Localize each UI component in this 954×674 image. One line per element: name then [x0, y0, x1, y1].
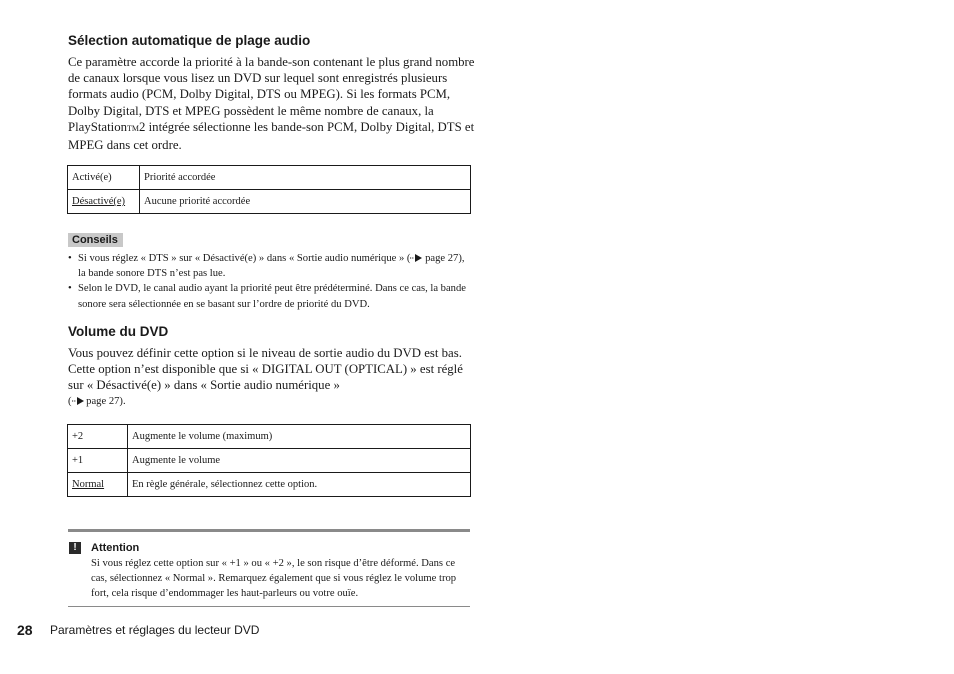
list-item: • Si vous réglez « DTS » sur « Désactivé(e) » dans « Sortie audio numérique » ( page 27), la bande sonore DTS n’est pas lue.	[68, 253, 465, 280]
description-cell: Augmente le volume	[128, 449, 471, 473]
table-row	[68, 425, 471, 449]
table-row	[68, 190, 471, 214]
caution-title: Attention	[91, 542, 140, 554]
section-paragraph-dvd-volume: Vous pouvez définir cette option si le niveau de sortie audio du DVD est bas. Cette option n’est disponible que si « DIGITAL OUT (OPTICAL) » est réglé sur « Désactivé(e) » dans « Sortie audio numérique »	[68, 346, 463, 393]
trademark-mark: TM	[127, 123, 140, 133]
bullet-icon: •	[68, 253, 72, 264]
caution-text: Si vous réglez cette option sur « +1 » ou « +2 », le son risque d’être déformé. Dans ce cas, sélectionnez « Normal ». Remarquez également que si vous réglez le volume trop fort, cela risque d’endommager les haut-parleurs ou votre ouïe.	[91, 558, 457, 599]
table-row	[68, 449, 471, 473]
caution-bottom-rule	[68, 606, 470, 607]
audio-track-options-table	[67, 165, 471, 214]
bullet-icon: •	[68, 283, 72, 295]
option-cell-default: Désactivé(e)	[68, 190, 140, 214]
option-cell-default: Normal	[68, 473, 128, 497]
caution-top-rule	[68, 529, 470, 532]
list-item: • Selon le DVD, le canal audio ayant la priorité peut être prédéterminé. Dans ce cas, la bande sonore sera sélectionnée en se basant sur l’ordre de priorité du DVD.	[68, 283, 466, 310]
description-cell: Augmente le volume (maximum)	[128, 425, 471, 449]
option-cell: +1	[68, 449, 128, 473]
footer-section-title: Paramètres et réglages du lecteur DVD	[50, 623, 260, 637]
page-reference: ( page 27).	[68, 396, 126, 407]
option-cell: Activé(e)	[68, 166, 140, 190]
section-paragraph-audio-track	[68, 54, 478, 153]
arrow-ref-icon	[410, 254, 422, 262]
description-cell: Priorité accordée	[140, 166, 471, 190]
table-row	[68, 473, 471, 497]
description-cell: En règle générale, sélectionnez cette option.	[128, 473, 471, 497]
paragraph-text-part2: 2 intégrée sélectionne les bande-son PCM, Dolby Digital, DTS et MPEG dans cet ordre.	[68, 119, 475, 153]
arrow-ref-icon	[72, 397, 84, 405]
section-title-audio-track: Sélection automatique de plage audio	[68, 33, 311, 48]
section-title-dvd-volume: Volume du DVD	[68, 324, 169, 339]
description-cell: Aucune priorité accordée	[140, 190, 471, 214]
table-row	[68, 166, 471, 190]
tips-list	[68, 251, 470, 312]
paragraph-text-part1: Ce paramètre accorde la priorité à la bande-son contenant le plus grand nombre de canaux lorsque vous lisez un DVD sur lequel sont enregistrés plusieurs formats audio (PCM, Dolby Digital, DTS ou MPEG). Si les formats PCM, Dolby Digital, DTS et MPEG possèdent le même nombre de canaux, la PlayStation	[68, 55, 475, 134]
page-number: 28	[17, 622, 33, 638]
tips-badge: Conseils	[68, 233, 123, 247]
dvd-volume-options-table	[67, 424, 471, 497]
option-cell: +2	[68, 425, 128, 449]
warning-icon: !	[69, 542, 81, 554]
